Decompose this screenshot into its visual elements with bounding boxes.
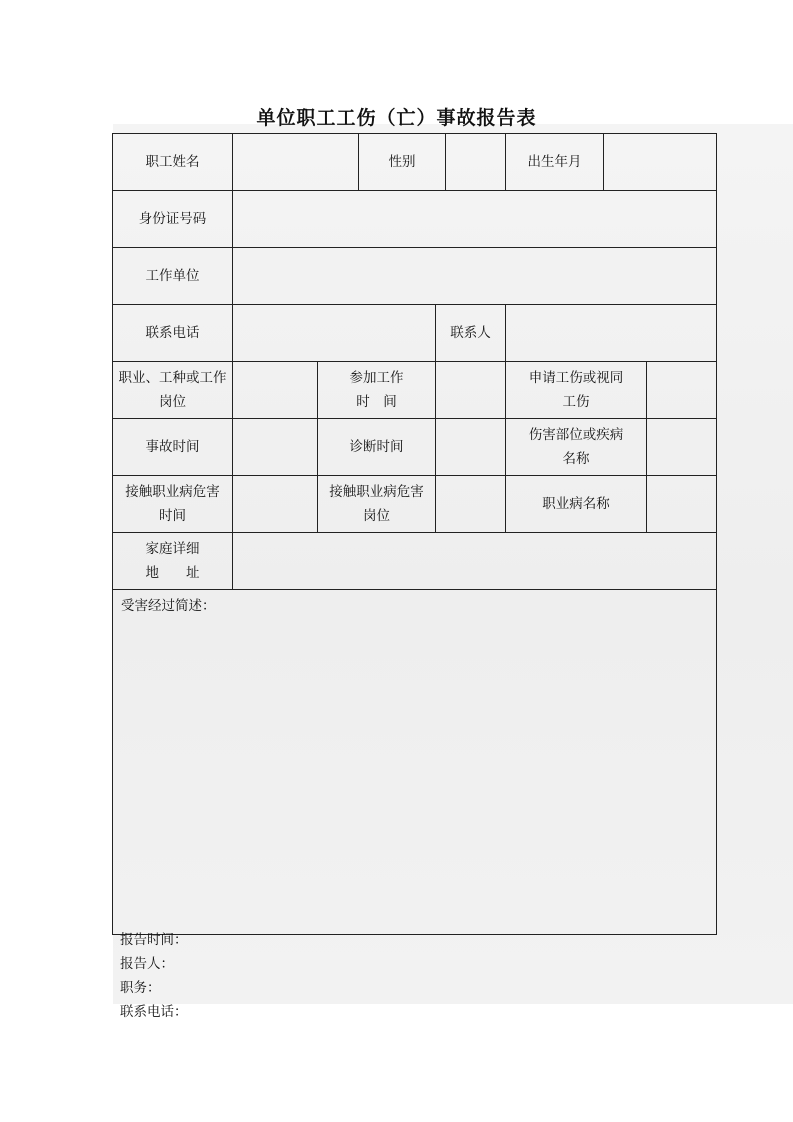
field-position[interactable] <box>233 362 318 419</box>
label-gender: 性别 <box>359 134 446 191</box>
label-address-line1: 家庭详细 <box>145 541 200 557</box>
label-disease-name: 职业病名称 <box>506 476 647 533</box>
field-name[interactable] <box>233 134 359 191</box>
label-apply-line1: 申请工伤或视同 <box>528 370 624 386</box>
label-exposure-time <box>113 476 233 533</box>
field-disease-name[interactable] <box>647 476 717 533</box>
label-birth: 出生年月 <box>506 134 604 191</box>
label-join-time <box>318 362 436 419</box>
field-accident-time[interactable] <box>233 419 318 476</box>
field-address[interactable] <box>233 533 717 590</box>
label-diagnosis-time: 诊断时间 <box>318 419 436 476</box>
label-contact-person: 联系人 <box>436 305 506 362</box>
label-narrative: 受害经过简述： <box>121 598 216 614</box>
label-id-number: 身份证号码 <box>113 191 233 248</box>
label-join-time-line1: 参加工作 <box>349 370 404 386</box>
label-injury <box>506 419 647 476</box>
field-exposure-time[interactable] <box>233 476 318 533</box>
label-position-line2: 岗位 <box>159 394 186 410</box>
field-exposure-post[interactable] <box>436 476 506 533</box>
label-injury-line2: 名称 <box>562 451 590 467</box>
field-apply[interactable] <box>647 362 717 419</box>
field-join-time[interactable] <box>436 362 506 419</box>
label-name: 职工姓名 <box>113 134 233 191</box>
footer-phone: 联系电话： <box>120 1004 188 1020</box>
label-exposure-time-line2: 时间 <box>159 508 186 524</box>
label-join-time-line2: 时 间 <box>356 394 397 410</box>
field-birth[interactable] <box>604 134 717 191</box>
label-position-line1: 职业、工种或工作 <box>118 370 227 386</box>
label-phone: 联系电话 <box>113 305 233 362</box>
label-exposure-post-line1: 接触职业病危害 <box>329 484 424 500</box>
label-exposure-post <box>318 476 436 533</box>
field-phone[interactable] <box>233 305 436 362</box>
field-work-unit[interactable] <box>233 248 717 305</box>
report-footer <box>120 928 188 1024</box>
label-apply-line2: 工伤 <box>562 394 590 410</box>
field-diagnosis-time[interactable] <box>436 419 506 476</box>
label-exposure-time-line1: 接触职业病危害 <box>125 484 220 500</box>
footer-duty: 职务： <box>120 980 161 996</box>
label-address-line2: 地 址 <box>145 565 200 581</box>
label-exposure-post-line2: 岗位 <box>363 508 390 524</box>
field-id-number[interactable] <box>233 191 717 248</box>
field-narrative[interactable] <box>113 590 717 935</box>
label-position <box>113 362 233 419</box>
label-work-unit: 工作单位 <box>113 248 233 305</box>
footer-report-time: 报告时间： <box>120 932 188 948</box>
field-gender[interactable] <box>446 134 506 191</box>
label-address <box>113 533 233 590</box>
label-injury-line1: 伤害部位或疾病 <box>528 427 624 443</box>
page-title: 单位职工工伤（亡）事故报告表 <box>256 107 537 129</box>
field-contact-person[interactable] <box>506 305 717 362</box>
footer-reporter: 报告人： <box>120 956 174 972</box>
label-apply <box>506 362 647 419</box>
report-form-table <box>112 133 717 935</box>
field-injury[interactable] <box>647 419 717 476</box>
label-accident-time: 事故时间 <box>113 419 233 476</box>
